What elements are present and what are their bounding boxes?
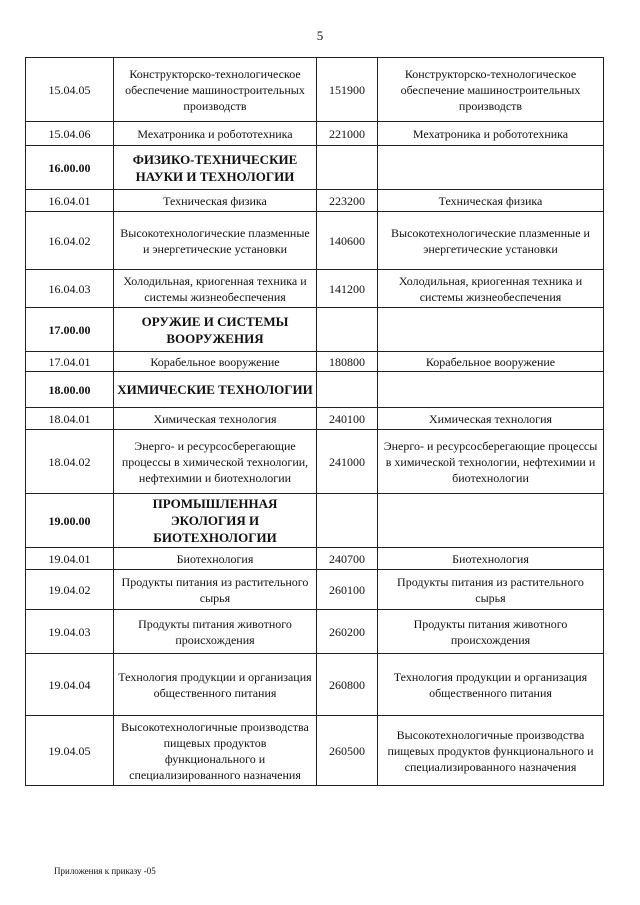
old-name-cell: Продукты питания животного происхождения bbox=[378, 610, 604, 654]
old-name-cell: Корабельное вооружение bbox=[378, 352, 604, 372]
footer-note: Приложения к приказу -05 bbox=[54, 866, 156, 876]
code-cell: 17.04.01 bbox=[26, 352, 114, 372]
code-cell: 16.04.02 bbox=[26, 212, 114, 270]
old-code-cell bbox=[317, 308, 378, 352]
old-code-cell: 240100 bbox=[317, 408, 378, 430]
table-row bbox=[26, 654, 604, 716]
old-code-cell: 260500 bbox=[317, 716, 378, 786]
code-cell: 19.00.00 bbox=[26, 494, 114, 548]
old-name-cell: Энерго- и ресурсосберегающие процессы в химической технологии, нефтехимии и биотехнологии bbox=[378, 430, 604, 494]
name-cell: Техническая физика bbox=[114, 190, 317, 212]
old-code-cell bbox=[317, 372, 378, 408]
table-row bbox=[26, 548, 604, 570]
table-row bbox=[26, 570, 604, 610]
old-name-cell bbox=[378, 146, 604, 190]
name-cell: Энерго- и ресурсосберегающие процессы в химической технологии, нефтехимии и биотехнологии bbox=[114, 430, 317, 494]
table-row bbox=[26, 408, 604, 430]
old-name-cell: Мехатроника и робототехника bbox=[378, 122, 604, 146]
old-name-cell: Холодильная, криогенная техника и системы жизнеобеспечения bbox=[378, 270, 604, 308]
name-cell: Высокотехнологические плазменные и энергетические установки bbox=[114, 212, 317, 270]
table-row bbox=[26, 430, 604, 494]
name-cell: Биотехнология bbox=[114, 548, 317, 570]
code-cell: 17.00.00 bbox=[26, 308, 114, 352]
name-cell: Конструкторско-технологическое обеспечение машиностроительных производств bbox=[114, 58, 317, 122]
code-cell: 15.04.06 bbox=[26, 122, 114, 146]
old-name-cell: Высокотехнологичные производства пищевых продуктов функционального и специализированного назначения bbox=[378, 716, 604, 786]
table-row bbox=[26, 122, 604, 146]
code-cell: 16.04.03 bbox=[26, 270, 114, 308]
code-cell: 16.04.01 bbox=[26, 190, 114, 212]
old-code-cell: 223200 bbox=[317, 190, 378, 212]
name-cell: ХИМИЧЕСКИЕ ТЕХНОЛОГИИ bbox=[114, 372, 317, 408]
code-cell: 18.00.00 bbox=[26, 372, 114, 408]
old-code-cell: 151900 bbox=[317, 58, 378, 122]
code-cell: 19.04.02 bbox=[26, 570, 114, 610]
code-cell: 15.04.05 bbox=[26, 58, 114, 122]
name-cell: ФИЗИКО-ТЕХНИЧЕСКИЕ НАУКИ И ТЕХНОЛОГИИ bbox=[114, 146, 317, 190]
name-cell: Продукты питания из растительного сырья bbox=[114, 570, 317, 610]
table-row bbox=[26, 610, 604, 654]
old-name-cell: Техническая физика bbox=[378, 190, 604, 212]
old-name-cell: Продукты питания из растительного сырья bbox=[378, 570, 604, 610]
old-code-cell: 240700 bbox=[317, 548, 378, 570]
table-row bbox=[26, 212, 604, 270]
old-name-cell: Химическая технология bbox=[378, 408, 604, 430]
name-cell: Корабельное вооружение bbox=[114, 352, 317, 372]
old-name-cell: Технология продукции и организация общественного питания bbox=[378, 654, 604, 716]
old-name-cell: Биотехнология bbox=[378, 548, 604, 570]
name-cell: Химическая технология bbox=[114, 408, 317, 430]
table-row bbox=[26, 190, 604, 212]
specialty-table bbox=[25, 57, 604, 786]
old-code-cell bbox=[317, 146, 378, 190]
page-number: 5 bbox=[316, 28, 324, 43]
name-cell: ОРУЖИЕ И СИСТЕМЫ ВООРУЖЕНИЯ bbox=[114, 308, 317, 352]
name-cell: Технология продукции и организация общественного питания bbox=[114, 654, 317, 716]
code-cell: 18.04.01 bbox=[26, 408, 114, 430]
code-cell: 16.00.00 bbox=[26, 146, 114, 190]
name-cell: Мехатроника и робототехника bbox=[114, 122, 317, 146]
old-name-cell: Высокотехнологические плазменные и энергетические установки bbox=[378, 212, 604, 270]
old-code-cell: 141200 bbox=[317, 270, 378, 308]
table-body bbox=[26, 58, 604, 786]
old-code-cell: 260800 bbox=[317, 654, 378, 716]
old-code-cell: 260100 bbox=[317, 570, 378, 610]
old-code-cell: 180800 bbox=[317, 352, 378, 372]
table-row bbox=[26, 716, 604, 786]
section-row bbox=[26, 308, 604, 352]
name-cell: Высокотехнологичные производства пищевых продуктов функционального и специализированного назначения bbox=[114, 716, 317, 786]
code-cell: 19.04.05 bbox=[26, 716, 114, 786]
code-cell: 19.04.03 bbox=[26, 610, 114, 654]
old-code-cell: 260200 bbox=[317, 610, 378, 654]
table-row bbox=[26, 270, 604, 308]
section-row bbox=[26, 494, 604, 548]
section-row bbox=[26, 372, 604, 408]
name-cell: Продукты питания животного происхождения bbox=[114, 610, 317, 654]
code-cell: 19.04.01 bbox=[26, 548, 114, 570]
old-code-cell: 221000 bbox=[317, 122, 378, 146]
name-cell: Холодильная, криогенная техника и системы жизнеобеспечения bbox=[114, 270, 317, 308]
old-name-cell bbox=[378, 308, 604, 352]
old-code-cell: 140600 bbox=[317, 212, 378, 270]
old-code-cell: 241000 bbox=[317, 430, 378, 494]
old-name-cell: Конструкторско-технологическое обеспечение машиностроительных производств bbox=[378, 58, 604, 122]
code-cell: 19.04.04 bbox=[26, 654, 114, 716]
name-cell: ПРОМЫШЛЕННАЯ ЭКОЛОГИЯ И БИОТЕХНОЛОГИИ bbox=[114, 494, 317, 548]
old-name-cell bbox=[378, 494, 604, 548]
old-code-cell bbox=[317, 494, 378, 548]
section-row bbox=[26, 146, 604, 190]
code-cell: 18.04.02 bbox=[26, 430, 114, 494]
table-row bbox=[26, 352, 604, 372]
old-name-cell bbox=[378, 372, 604, 408]
table-row bbox=[26, 58, 604, 122]
